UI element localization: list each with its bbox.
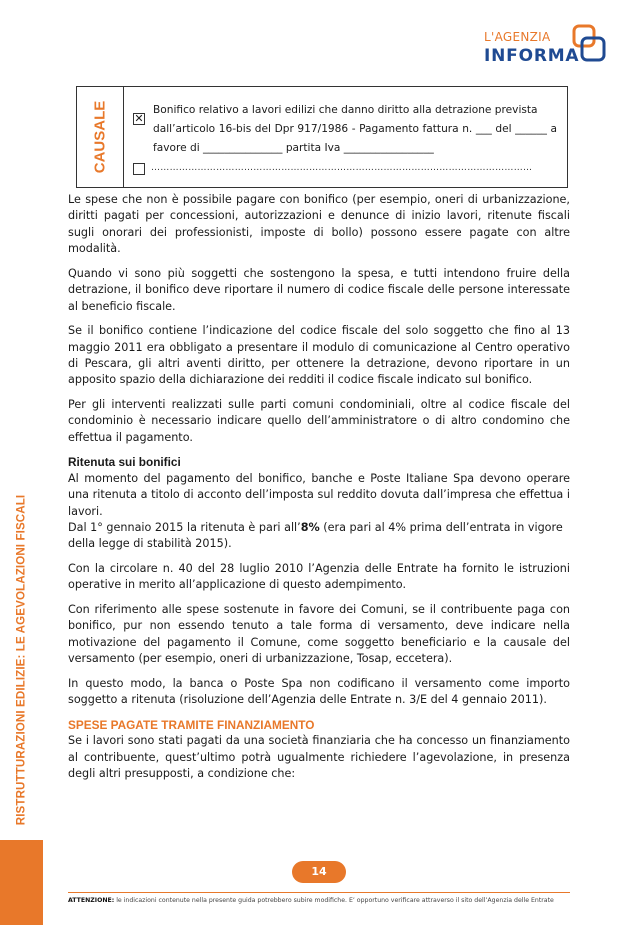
paragraph: Con la circolare n. 40 del 28 luglio 2010 l’Agenzia delle Entrate ha fornito le istruzioni operative in merito all’applicazione di questo adempimento. [68, 562, 570, 592]
causale-option1-checkbox[interactable] [133, 113, 145, 125]
footer-note [68, 897, 554, 904]
logo-line1: L'AGENZIA [484, 30, 551, 44]
section-heading-ritenuta: Ritenuta sui bonifici [68, 455, 181, 470]
causale-label-column [77, 87, 124, 187]
paragraph: Quando vi sono più soggetti che sostengono la spesa, e tutti intendono fruire della detrazione, il bonifico deve riportare il numero di codice fiscale delle persone interessate al beneficio fiscale. [68, 266, 570, 313]
text-span: (era pari al 4% prima dell’entrata in vigore della legge di stabilità 2015). [68, 521, 563, 551]
causale-option2-checkbox[interactable] [133, 163, 145, 175]
causale-title: CAUSALE [91, 100, 109, 174]
paragraph: Le spese che non è possibile pagare con bonifico (per esempio, oneri di urbanizzazione, diritti pagati per concessioni, autorizzazioni e denunce di inizio lavori, ritenute fiscali sugli onorari dei professionisti, imposte di bollo) possono essere pagate con altre modalità. [68, 193, 570, 256]
paragraph: Con riferimento alle spese sostenute in favore dei Comuni, se il contribuente paga con bonifico, pur non essendo tenuto a tale forma di versamento, deve indicare nella motivazione del pagamento il Comune, come soggetto beneficiario e la causale del versamento (per esempio, oneri di urbanizzazione, Tosap, eccetera). [68, 603, 570, 666]
text-span: Dal 1° gennaio 2015 la ritenuta è pari all’ [68, 521, 301, 535]
causale-box [76, 86, 568, 188]
causale-option1-text [153, 101, 557, 158]
footer-text: le indicazioni contenute nella presente guida potrebbero subire modifiche. E’ opportuno verificare attraverso il sito dell’Agenzia delle Entrate [114, 897, 554, 904]
highlighted-rate: 8% [300, 521, 320, 535]
paragraph: Al momento del pagamento del bonifico, banche e Poste Italiane Spa devono operare una ritenuta a titolo di acconto dell’imposta sul reddito dovuta dall’impresa che effettua i lavori. [68, 471, 570, 518]
section-heading-spese: SPESE PAGATE TRAMITE FINANZIAMENTO [68, 717, 315, 732]
page-number: 14 [292, 861, 346, 883]
paragraph: Se il bonifico contiene l’indicazione del codice fiscale del solo soggetto che fino al 13 maggio 2011 era obbligato a presentare il modulo di comunicazione al Centro operativo di Pescara, gli altri aventi diritto, per ottenere la detrazione, devono riportare in un apposito spazio della dichiarazione dei redditi il codice fiscale indicato sul bonifico. [68, 324, 570, 387]
paragraph: Per gli interventi realizzati sulle parti comuni condominiali, oltre al codice fiscale del condominio è necessario indicare quello dell’amministratore o di altro condomino che effettua il pagamento. [68, 398, 570, 444]
side-color-band [0, 840, 43, 925]
causale-option1-rest: dall’articolo 16-bis del Dpr 917/1986 - Pagamento fattura n. ___ del ______ a favore di _______________ partita Iva _________________ [153, 123, 557, 154]
logo-line2: INFORMA [484, 46, 580, 66]
checked-x-icon: ✕ [134, 112, 144, 125]
causale-option1-line1: Bonifico relativo a lavori edilizi che danno diritto alla detrazione prevista [153, 104, 538, 116]
footer-attention-label: ATTENZIONE: [68, 897, 115, 904]
paragraph: Se i lavori sono stati pagati da una società finanziaria che ha concesso un finanziamento al contribuente, quest’ultimo potrà ugualmente richiedere l’agevolazione, in presenza degli altri presupposti, a condizione che: [68, 734, 570, 781]
footer-divider [68, 892, 570, 893]
paragraph-ritenuta-rate [68, 520, 570, 553]
paragraph: In questo modo, la banca o Poste Spa non codificano il versamento come importo soggetto a ritenuta (risoluzione dell’Agenzia delle Entrate n. 3/E del 4 gennaio 2011). [68, 676, 570, 707]
causale-option2-text: …………………………………………………………………………………………………………… [151, 163, 533, 173]
main-content [68, 192, 570, 791]
side-section-title: RISTRUTTURAZIONI EDILIZIE: LE AGEVOLAZIONI FISCALI [14, 494, 28, 826]
agency-logo [470, 18, 630, 66]
